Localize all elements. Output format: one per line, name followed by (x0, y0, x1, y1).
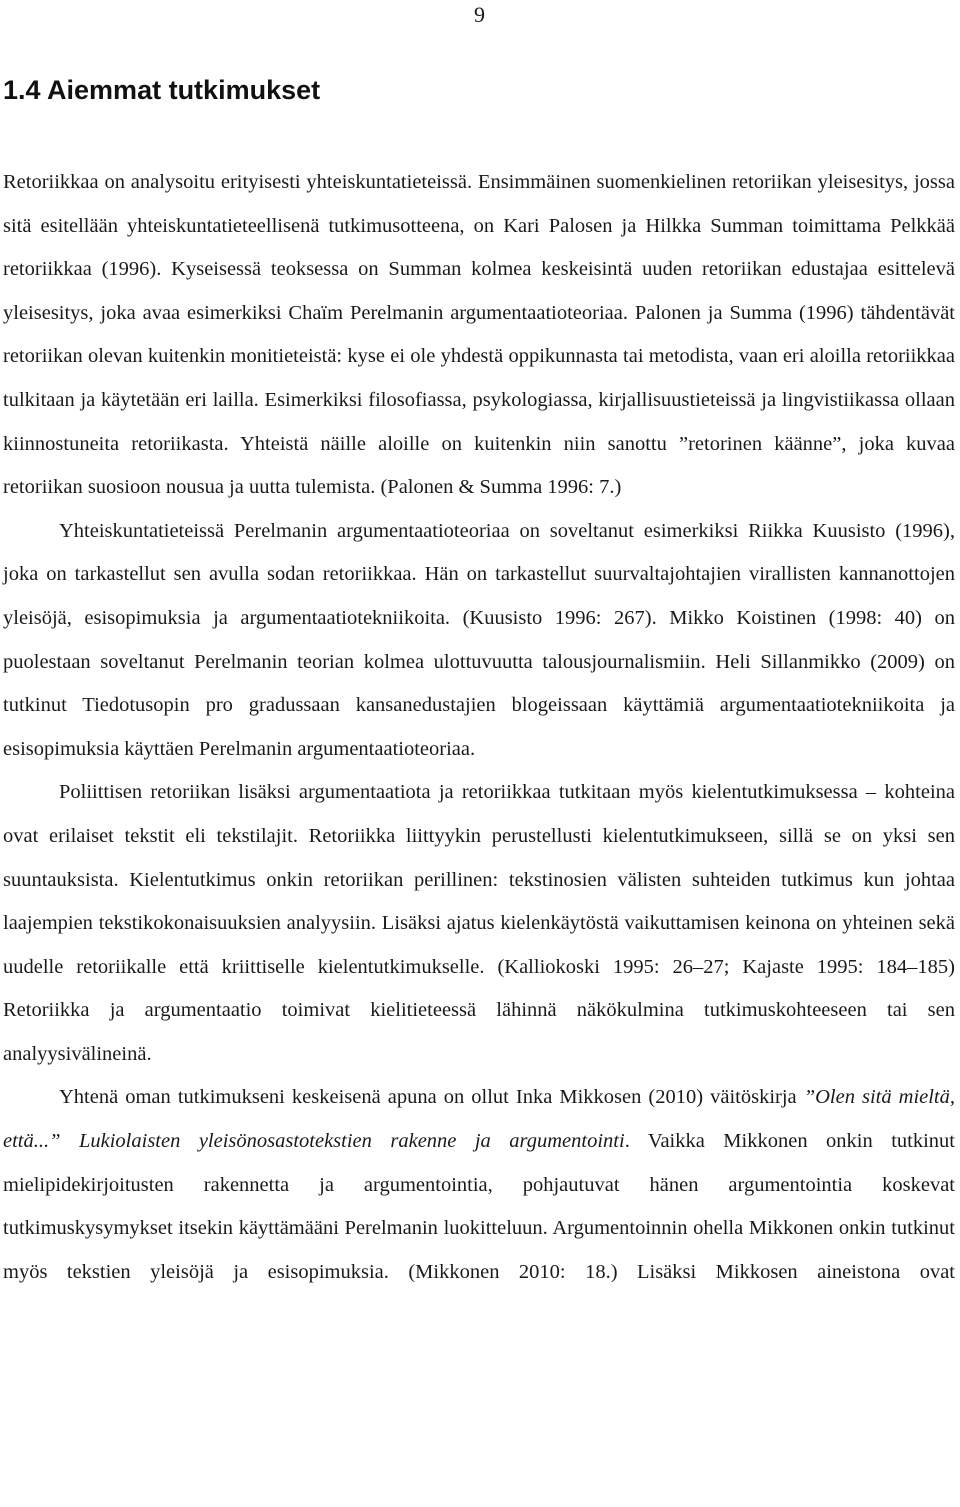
body-text (3, 161, 955, 1294)
paragraph-4 (3, 1076, 955, 1294)
paragraph-4-intro: Yhtenä oman tutkimukseni keskeisenä apuna on ollut Inka Mikkosen (2010) väitöskirja (59, 1086, 804, 1109)
dissertation-title: ”Olen sitä mieltä, että...” Lukiolaisten yleisönosastotekstien rakenne ja argumentointi (3, 1086, 956, 1153)
paragraph-3: Poliittisen retoriikan lisäksi argumentaatiota ja retoriikkaa tutkitaan myös kielentutkimuksessa – kohteina ovat erilaiset tekstit eli tekstilajit. Retoriikka liittyykin perustellusti kielentutkimukseen, sillä se on yksi sen suuntauksista. Kielentutkimus onkin retoriikan perillinen: tekstinosien välisten suhteiden tutkimus kun johtaa laajempien tekstikokonaisuuksien analyysiin. Lisäksi ajatus kielenkäytöstä vaikuttamisen keinona on yhteinen sekä uudelle retoriikalle että kriittiselle kielentutkimukselle. (Kalliokoski 1995: 26–27; Kajaste 1995: 184–185) Retoriikka ja argumentaatio toimivat kielitieteessä lähinnä näkökulmina tutkimuskohteeseen tai sen analyysivälineinä. (3, 781, 955, 1065)
page-number: 9 (474, 2, 485, 27)
paragraph-4-continuation: . Vaikka Mikkonen onkin tutkinut mielipidekirjoitusten rakennetta ja argumentointia, pohjautuvat hänen argumentointia koskevat tutkimuskysymykset itsekin käyttämääni Perelmanin luokitteluun. Argumentoinnin ohella Mikkonen onkin tutkinut myös tekstien yleisöjä ja esisopimuksia. (Mikkonen 2010: 18.) Lisäksi Mikkosen aineistona ovat (3, 1130, 955, 1283)
paragraph-2: Yhteiskuntatieteissä Perelmanin argumentaatioteoriaa on soveltanut esimerkiksi Riikka Kuusisto (1996), joka on tarkastellut sen avulla sodan retoriikkaa. Hän on tarkastellut suurvaltajohtajien virallisten kannanottojen yleisöjä, esisopimuksia ja argumentaatiotekniikoita. (Kuusisto 1996: 267). Mikko Koistinen (1998: 40) on puolestaan soveltanut Perelmanin teorian kolmea ulottuvuutta talousjournalismiin. Heli Sillanmikko (2009) on tutkinut Tiedotusopin pro gradussaan kansanedustajien blogeissaan käyttämiä argumentaatiotekniikoita ja esisopimuksia käyttäen Perelmanin argumentaatioteoriaa. (3, 519, 955, 760)
paragraph-1: Retoriikkaa on analysoitu erityisesti yhteiskuntatieteissä. Ensimmäinen suomenkielinen retoriikan yleisesitys, jossa sitä esitellään yhteiskuntatieteellisenä tutkimusotteena, on Kari Palosen ja Hilkka Summan toimittama Pelkkää retoriikkaa (1996). Kyseisessä teoksessa on Summan kolmea keskeisintä uuden retoriikan edustajaa esittelevä yleisesitys, joka avaa esimerkiksi Chaïm Perelmanin argumentaatioteoriaa. Palonen ja Summa (1996) tähdentävät retoriikan olevan kuitenkin monitieteistä: kyse ei ole yhdestä oppikunnasta tai metodista, vaan eri aloilla retoriikkaa tulkitaan ja käytetään eri lailla. Esimerkiksi filosofiassa, psykologiassa, kirjallisuustieteissä ja lingvistiikassa ollaan kiinnostuneita retoriikasta. Yhteistä näille aloille on kuitenkin niin sanottu ”retorinen käänne”, joka kuvaa retoriikan suosioon nousua ja uutta tulemista. (Palonen & Summa 1996: 7.) (3, 171, 955, 499)
section-heading: 1.4 Aiemmat tutkimukset (3, 75, 321, 105)
